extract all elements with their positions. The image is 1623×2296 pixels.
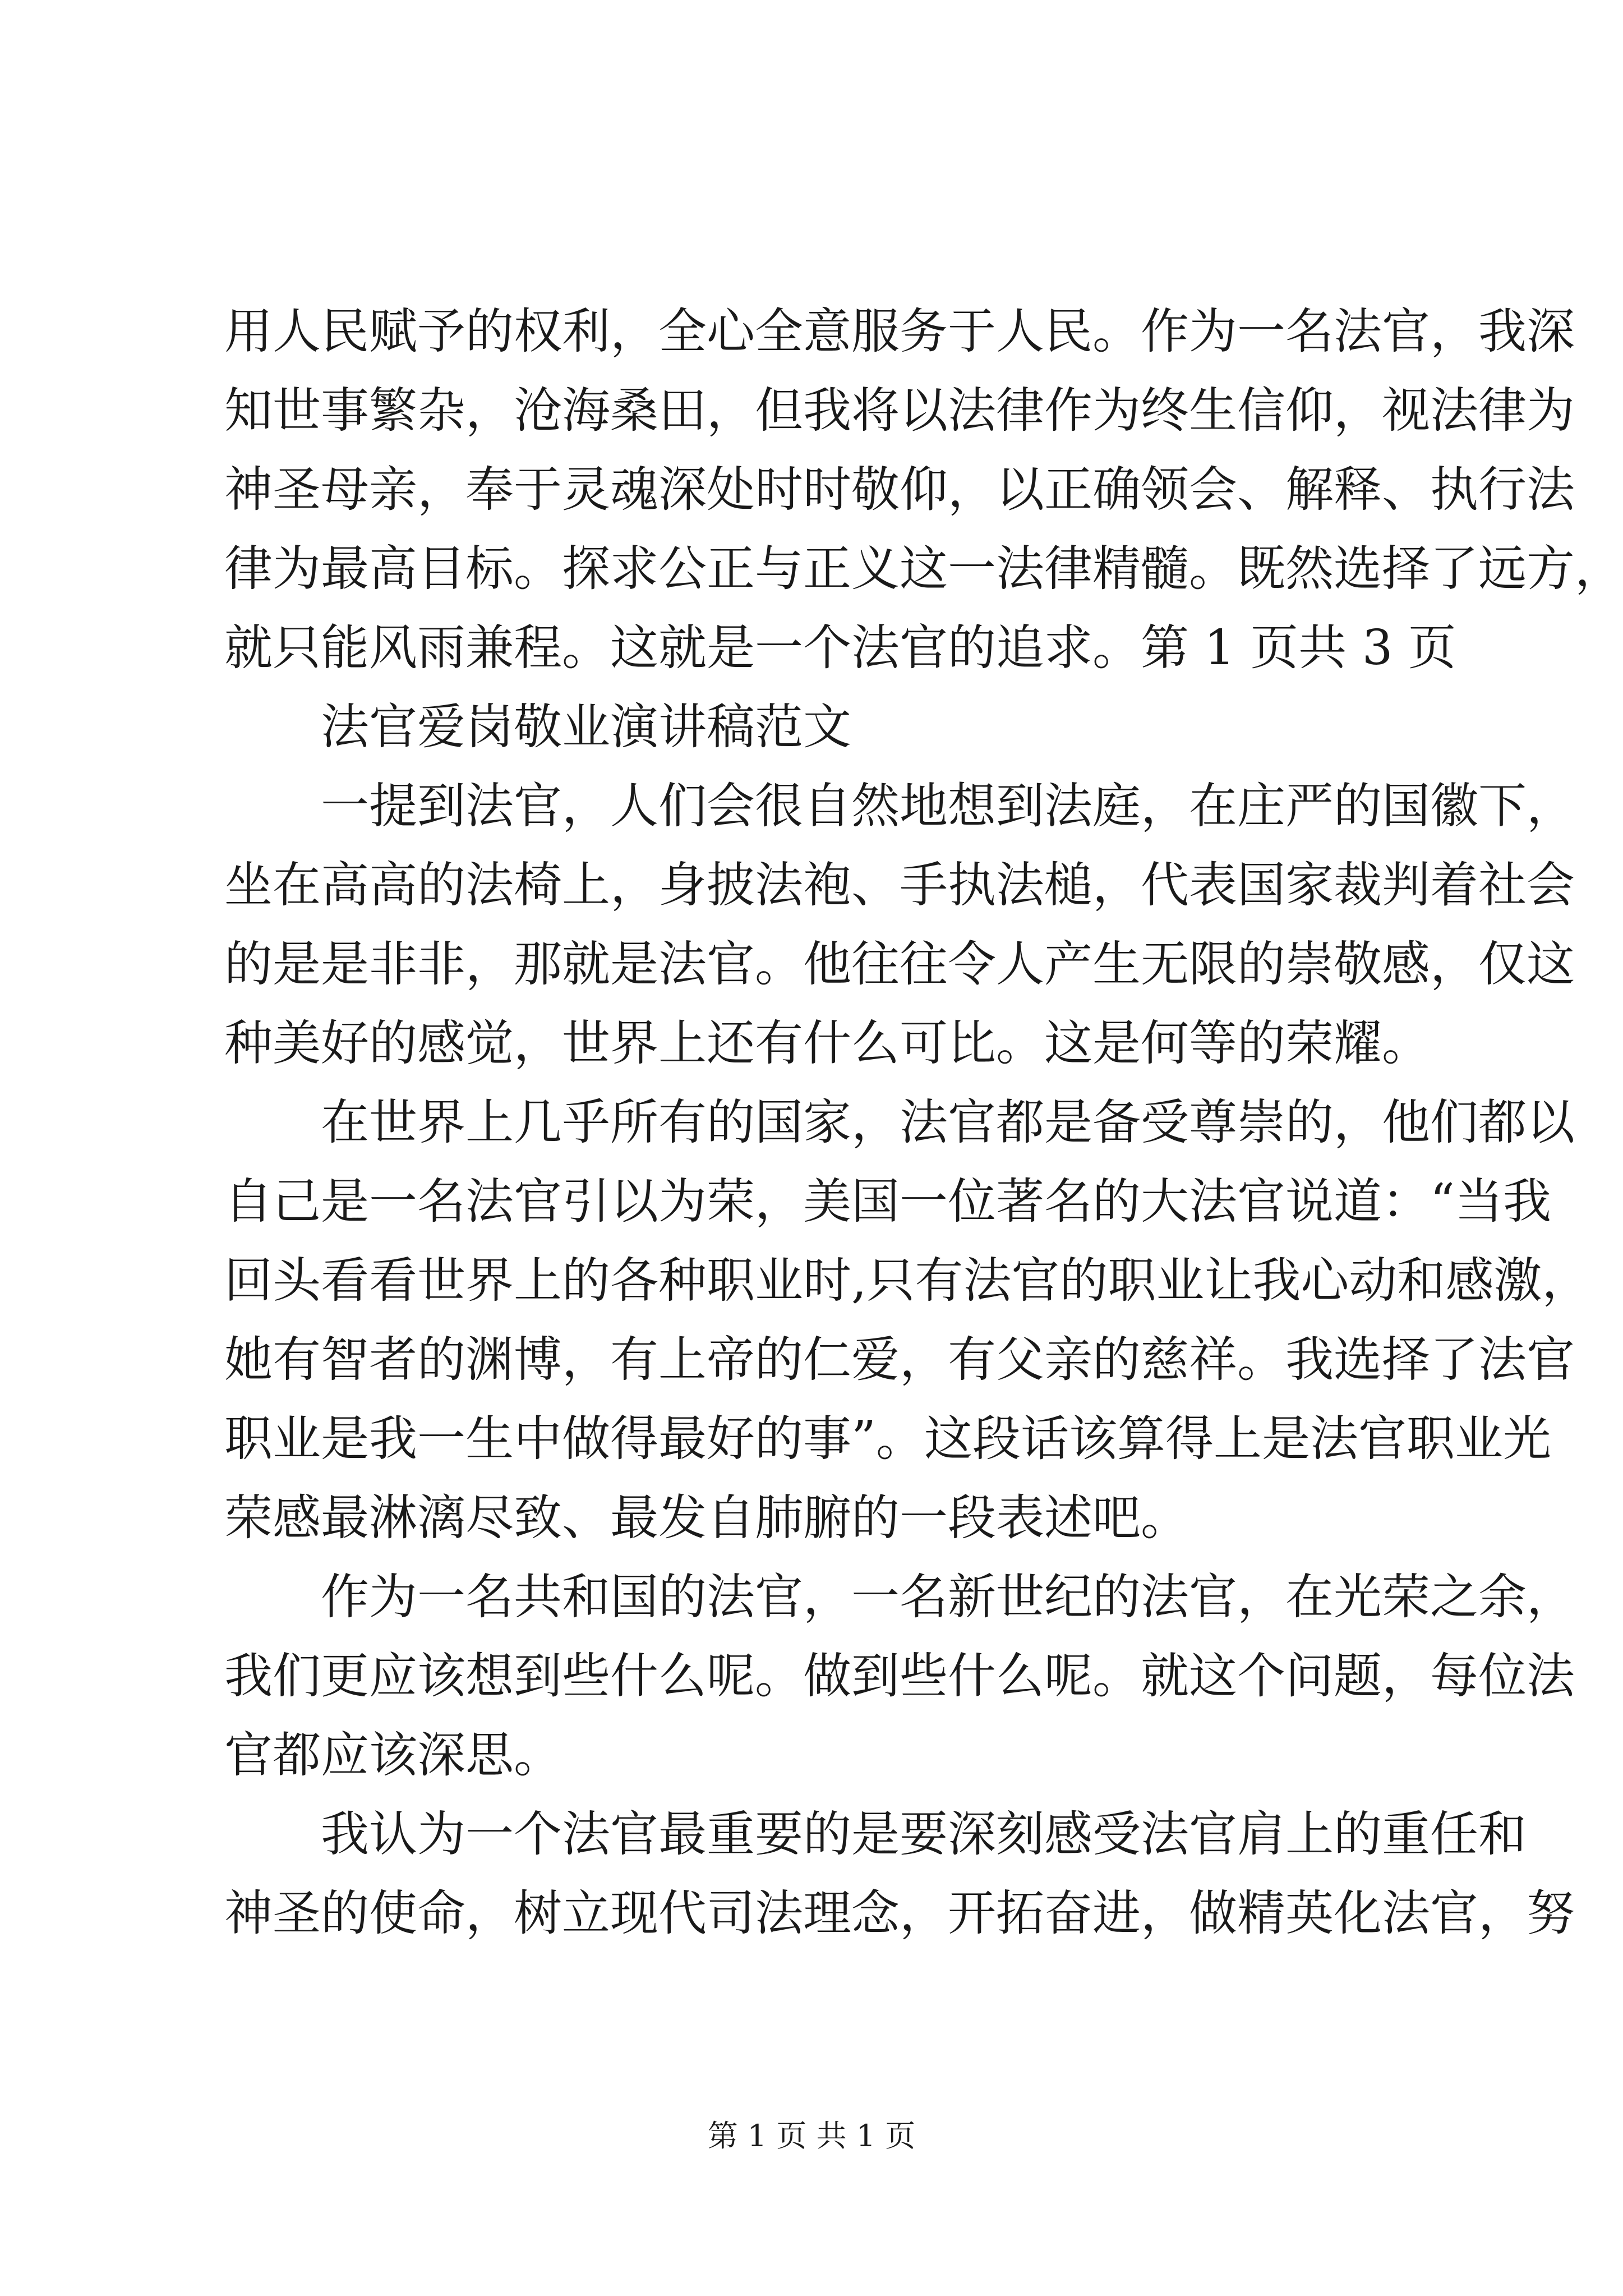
body-line-9: 的是是非非，那就是法官。他往往令人产生无限的崇敬感，仅这 [224, 936, 1575, 992]
body-line-10: 种美好的感觉，世界上还有什么可比。这是何等的荣耀。 [224, 1015, 1430, 1071]
section-title: 法官爱岗敬业演讲稿范文 [321, 699, 851, 755]
body-line-21: 神圣的使命，树立现代司法理念，开拓奋进，做精英化法官，努 [224, 1885, 1575, 1941]
body-line-15: 职业是我一生中做得最好的事”。这段话该算得上是法官职业光 [224, 1411, 1551, 1467]
body-line-2: 知世事繁杂，沧海桑田，但我将以法律作为终生信仰，视法律为 [224, 383, 1575, 439]
body-line-4: 律为最高目标。探求公正与正义这一法律精髓。既然选择了远方， [224, 541, 1623, 597]
body-line-7: 一提到法官，人们会很自然地想到法庭，在庄严的国徽下， [321, 778, 1575, 834]
body-line-17: 作为一名共和国的法官，一名新世纪的法官，在光荣之余， [321, 1569, 1575, 1625]
body-line-13: 回头看看世界上的各种职业时,只有法官的职业让我心动和感激， [224, 1253, 1590, 1309]
body-line-19: 官都应该深思。 [224, 1727, 562, 1783]
body-line-12: 自己是一名法官引以为荣，美国一位著名的大法官说道：“当我 [224, 1174, 1551, 1230]
body-line-1: 用人民赋予的权利，全心全意服务于人民。作为一名法官，我深 [224, 303, 1575, 360]
body-line-3: 神圣母亲，奉于灵魂深处时时敬仰，以正确领会、解释、执行法 [224, 462, 1575, 518]
body-line-11: 在世界上几乎所有的国家，法官都是备受尊崇的，他们都以 [321, 1094, 1575, 1151]
body-line-14: 她有智者的渊博，有上帝的仁爱，有父亲的慈祥。我选择了法官 [224, 1332, 1575, 1388]
body-line-16: 荣感最淋漓尽致、最发自肺腑的一段表述吧。 [224, 1490, 1189, 1546]
body-line-5: 就只能风雨兼程。这就是一个法官的追求。第 1 页共 3 页 [224, 620, 1456, 676]
body-line-18: 我们更应该想到些什么呢。做到些什么呢。就这个问题，每位法 [224, 1648, 1575, 1704]
body-line-8: 坐在高高的法椅上，身披法袍、手执法槌，代表国家裁判着社会 [224, 857, 1575, 913]
body-line-20: 我认为一个法官最重要的是要深刻感受法官肩上的重任和 [321, 1806, 1527, 1862]
page-footer: 第 1 页 共 1 页 [707, 2118, 916, 2154]
